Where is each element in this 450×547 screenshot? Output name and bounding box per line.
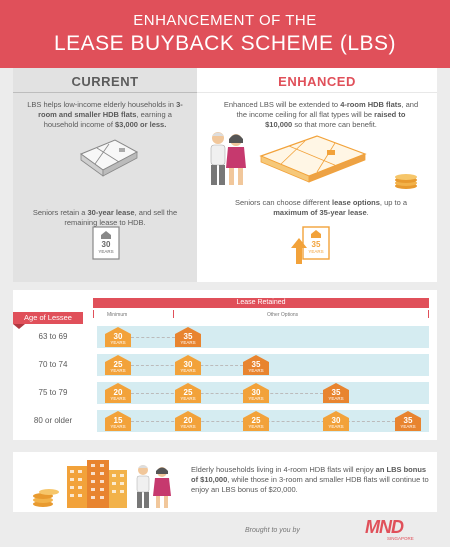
lease-bracket-right: [428, 310, 429, 318]
lease-option-badge: [175, 355, 201, 375]
lease-option-unit: YEARS: [248, 396, 264, 401]
lease-option-unit: YEARS: [110, 424, 126, 429]
current-doc-unit: YEARS: [98, 249, 114, 254]
lease-option-years: 25: [113, 360, 123, 369]
lease-option-years: 25: [251, 416, 261, 425]
current-lease-text: [25, 208, 185, 228]
lease-option-years: 25: [183, 388, 193, 397]
lease-option-unit: YEARS: [110, 396, 126, 401]
lease-option-unit: YEARS: [400, 424, 416, 429]
lease-document-icon: [92, 226, 120, 260]
lease-bracket-left: [93, 310, 94, 318]
hdb-block-icon: [21, 456, 181, 515]
enhanced-lease-document-icon: [289, 226, 337, 268]
lease-option-unit: YEARS: [110, 340, 126, 345]
lease-option-unit: YEARS: [180, 340, 196, 345]
lease-option-years: 20: [183, 416, 193, 425]
enhanced-lease-bold: lease options: [331, 198, 380, 207]
other-options-label: Other Options: [267, 312, 299, 318]
lease-option-years: 30: [331, 416, 341, 425]
header-banner: [0, 0, 450, 68]
minimum-label: Minimum: [107, 312, 128, 318]
enhanced-lease-part: .: [366, 208, 369, 217]
lease-retained-header: Lease Retained: [93, 298, 429, 308]
age-of-lessee-header: Age of Lessee: [13, 312, 83, 324]
current-desc-part: LBS helps low-income elderly households in: [27, 100, 177, 109]
lease-option-badge: [243, 355, 269, 375]
lease-option-badge: [175, 327, 201, 347]
current-panel: [13, 68, 197, 282]
lease-option-years: 35: [331, 388, 341, 397]
current-title: CURRENT: [71, 74, 139, 89]
enhanced-doc-number: 35: [311, 240, 321, 249]
lease-option-unit: YEARS: [180, 424, 196, 429]
enhanced-description: [223, 100, 419, 130]
brought-to-you-by: Brought to you by: [245, 527, 300, 534]
lease-option-unit: YEARS: [328, 396, 344, 401]
age-range-label: 63 to 69: [38, 332, 68, 341]
lease-option-badge: [105, 327, 131, 347]
lease-option-badge: [105, 355, 131, 375]
elderly-couple-icon: [205, 130, 249, 193]
lease-option-years: 15: [113, 416, 123, 425]
mnd-logo-subtext: SINGAPORE: [387, 536, 414, 541]
enhanced-lease-part: , up to a: [379, 198, 408, 207]
header-line-1: ENHANCEMENT OF THE: [133, 12, 317, 29]
enhanced-floorplan-icon: [255, 130, 373, 195]
mnd-logo: [365, 517, 425, 543]
lease-option-unit: YEARS: [328, 424, 344, 429]
bonus-text-bold: an LBS bonus of $10,000: [191, 465, 427, 484]
current-desc-bold: $3,000 or less.: [115, 120, 167, 129]
coin-stack-icon: [393, 164, 419, 195]
current-title-rule: [13, 92, 197, 93]
current-desc-bold: 3-room and smaller HDB flats: [38, 100, 183, 119]
lease-option-badge: [395, 411, 421, 431]
lease-option-badge: [105, 383, 131, 403]
bonus-text: [191, 465, 431, 495]
lease-option-badge: [243, 411, 269, 431]
enhanced-lease-part: Seniors can choose different: [234, 198, 332, 207]
header-line-2: LEASE BUYBACK SCHEME (LBS): [53, 32, 397, 55]
lease-option-years: 30: [251, 388, 261, 397]
mnd-logo-text: MND: [365, 517, 403, 537]
lease-bracket-mid: [173, 310, 174, 318]
lease-option-badge: [243, 383, 269, 403]
lease-option-unit: YEARS: [180, 396, 196, 401]
lease-option-unit: YEARS: [110, 368, 126, 373]
enhanced-title: ENHANCED: [278, 74, 356, 89]
current-doc-number: 30: [101, 240, 111, 249]
lease-option-badge: [175, 383, 201, 403]
age-range-label: 70 to 74: [38, 360, 68, 369]
lease-option-years: 35: [183, 332, 193, 341]
lease-option-unit: YEARS: [248, 368, 264, 373]
lease-option-badge: [175, 411, 201, 431]
age-range-label: 80 or older: [33, 416, 73, 425]
enhanced-doc-unit: YEARS: [308, 249, 324, 254]
lease-option-years: 35: [403, 416, 413, 425]
lease-option-unit: YEARS: [248, 424, 264, 429]
bonus-text-part: , while those in 3-room and smaller HDB flats will continue to enjoy an LBS bonus of $20,000.: [191, 475, 429, 494]
bonus-text-part: Elderly households living in 4-room HDB flats will enjoy: [191, 465, 376, 474]
enhanced-panel: [197, 68, 437, 282]
current-desc-part: , earning a household income of: [43, 110, 172, 129]
enhanced-desc-part: so that more can benefit.: [292, 120, 377, 129]
enhanced-desc-part: , and the income ceiling for all flat types will be: [236, 100, 419, 119]
enhanced-lease-text: [233, 198, 409, 218]
lease-option-years: 30: [113, 332, 123, 341]
enhanced-desc-part: Enhanced LBS will be extended to: [223, 100, 341, 109]
age-header-fold: [13, 324, 25, 329]
lease-option-connector: [131, 393, 323, 394]
enhanced-title-rule: [197, 92, 437, 93]
enhanced-desc-bold: raised to $10,000: [265, 110, 406, 129]
lease-option-badge: [323, 383, 349, 403]
lease-options-table: [13, 290, 437, 440]
age-range-label: 75 to 79: [38, 388, 68, 397]
current-lease-part: Seniors retain a: [32, 208, 88, 217]
lease-option-years: 35: [251, 360, 261, 369]
lease-option-badge: [323, 411, 349, 431]
current-lease-bold: 30-year lease: [87, 208, 135, 217]
lease-option-badge: [105, 411, 131, 431]
lease-option-years: 20: [113, 388, 123, 397]
enhanced-lease-bold: maximum of 35-year lease: [273, 208, 367, 217]
lease-option-unit: YEARS: [180, 368, 196, 373]
enhanced-desc-bold: 4-room HDB flats: [340, 100, 402, 109]
current-description: [25, 100, 185, 130]
bonus-panel: [13, 452, 437, 512]
lease-option-years: 30: [183, 360, 193, 369]
floorplan-icon: [75, 136, 145, 187]
current-lease-part: , and sell the remaining lease to HDB.: [64, 208, 178, 227]
lease-option-connector: [131, 337, 175, 338]
